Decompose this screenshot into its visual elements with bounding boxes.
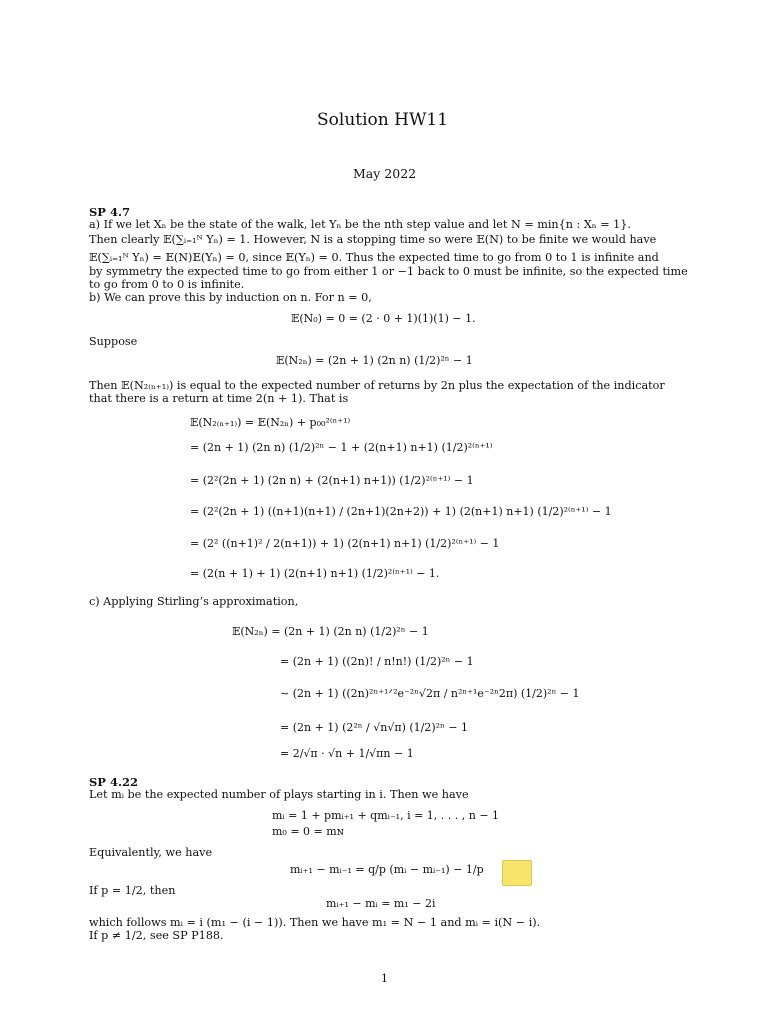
equation-induction-line: 𝔼(N₂₍ₙ₊₁₎) = 𝔼(N₂ₙ) + p₀₀²⁽ⁿ⁺¹⁾ — [190, 416, 351, 429]
equation-induction-line: = (2n + 1) (2n n) (1/2)²ⁿ − 1 + (2(n+1) n+1) (1/2)²⁽ⁿ⁺¹⁾ — [190, 441, 493, 454]
paragraph-line: If p = 1/2, then — [89, 884, 176, 897]
highlight-annotation[interactable] — [502, 860, 532, 886]
equation-stirling-line: = 2/√π · √n + 1/√πn − 1 — [280, 747, 414, 760]
paragraph-line: Then 𝔼(N₂₍ₙ₊₁₎) is equal to the expected number of returns by 2n plus the expectation of the indicator — [89, 379, 665, 392]
section-heading-sp47: SP 4.7 — [89, 205, 130, 219]
paragraph-line: If p ≠ 1/2, see SP P188. — [89, 929, 224, 942]
paragraph-line: that there is a return at time 2(n + 1). That is — [89, 392, 349, 405]
equation-hypothesis: 𝔼(N₂ₙ) = (2n + 1) (2n n) (1/2)²ⁿ − 1 — [276, 354, 473, 367]
page-date: May 2022 — [353, 166, 417, 181]
paragraph-line: 𝔼(∑ᵢ₌₁ᴺ Yₙ) = 𝔼(N)𝔼(Yₙ) = 0, since 𝔼(Yₙ) = 0. Thus the expected time to go from 0 to 1 is infinite and — [89, 251, 659, 264]
equation-half-case: mᵢ₊₁ − mᵢ = m₁ − 2i — [326, 897, 436, 910]
paragraph-line: Suppose — [89, 335, 138, 348]
paragraph-line: Let mᵢ be the expected number of plays starting in i. Then we have — [89, 788, 469, 801]
paragraph-line: Then clearly 𝔼(∑ᵢ₌₁ᴺ Yₙ) = 1. However, N is a stopping time so were 𝔼(N) to be finite we would have — [89, 233, 657, 246]
paragraph-line: which follows mᵢ = i (m₁ − (i − 1)). Then we have m₁ = N − 1 and mᵢ = i(N − i). — [89, 916, 541, 929]
paragraph-line: b) We can prove this by induction on n. For n = 0, — [89, 291, 372, 304]
equation-induction-line: = (2² ((n+1)² / 2(n+1)) + 1) (2(n+1) n+1) (1/2)²⁽ⁿ⁺¹⁾ − 1 — [190, 537, 500, 550]
paragraph-line: to go from 0 to 0 is infinite. — [89, 278, 245, 291]
equation-difference: mᵢ₊₁ − mᵢ₋₁ = q/p (mᵢ − mᵢ₋₁) − 1/p — [290, 863, 484, 876]
equation-base-case: 𝔼(N₀) = 0 = (2 · 0 + 1)(1)(1) − 1. — [291, 312, 476, 325]
equation-boundary: m₀ = 0 = mɴ — [272, 825, 344, 838]
equation-induction-line: = (2²(2n + 1) ((n+1)(n+1) / (2n+1)(2n+2)) + 1) (2(n+1) n+1) (1/2)²⁽ⁿ⁺¹⁾ − 1 — [190, 505, 612, 518]
paragraph-line: by symmetry the expected time to go from either 1 or −1 back to 0 must be infinite, so the expected time — [89, 265, 688, 278]
equation-stirling-line: 𝔼(N₂ₙ) = (2n + 1) (2n n) (1/2)²ⁿ − 1 — [232, 625, 429, 638]
equation-stirling-line: = (2n + 1) (2²ⁿ / √n√π) (1/2)²ⁿ − 1 — [280, 721, 469, 734]
paragraph-line: Equivalently, we have — [89, 846, 213, 859]
equation-stirling-line: ∼ (2n + 1) ((2n)²ⁿ⁺¹ᐟ²e⁻²ⁿ√2π / n²ⁿ⁺¹e⁻²ⁿ2π) (1/2)²ⁿ − 1 — [280, 687, 580, 700]
section-heading-sp422: SP 4.22 — [89, 775, 138, 789]
paragraph-line: c) Applying Stirling’s approximation, — [89, 595, 299, 608]
equation-stirling-line: = (2n + 1) ((2n)! / n!n!) (1/2)²ⁿ − 1 — [280, 655, 474, 668]
page-number: 1 — [381, 972, 388, 985]
page-title: Solution HW11 — [317, 110, 449, 130]
paragraph-line: a) If we let Xₙ be the state of the walk, let Yₙ be the nth step value and let N = min{n : Xₙ = 1}. — [89, 218, 631, 231]
equation-induction-line: = (2²(2n + 1) (2n n) + (2(n+1) n+1)) (1/2)²⁽ⁿ⁺¹⁾ − 1 — [190, 474, 474, 487]
equation-recurrence: mᵢ = 1 + pmᵢ₊₁ + qmᵢ₋₁, i = 1, . . . , n − 1 — [272, 809, 500, 822]
equation-induction-line: = (2(n + 1) + 1) (2(n+1) n+1) (1/2)²⁽ⁿ⁺¹⁾ − 1. — [190, 567, 440, 580]
